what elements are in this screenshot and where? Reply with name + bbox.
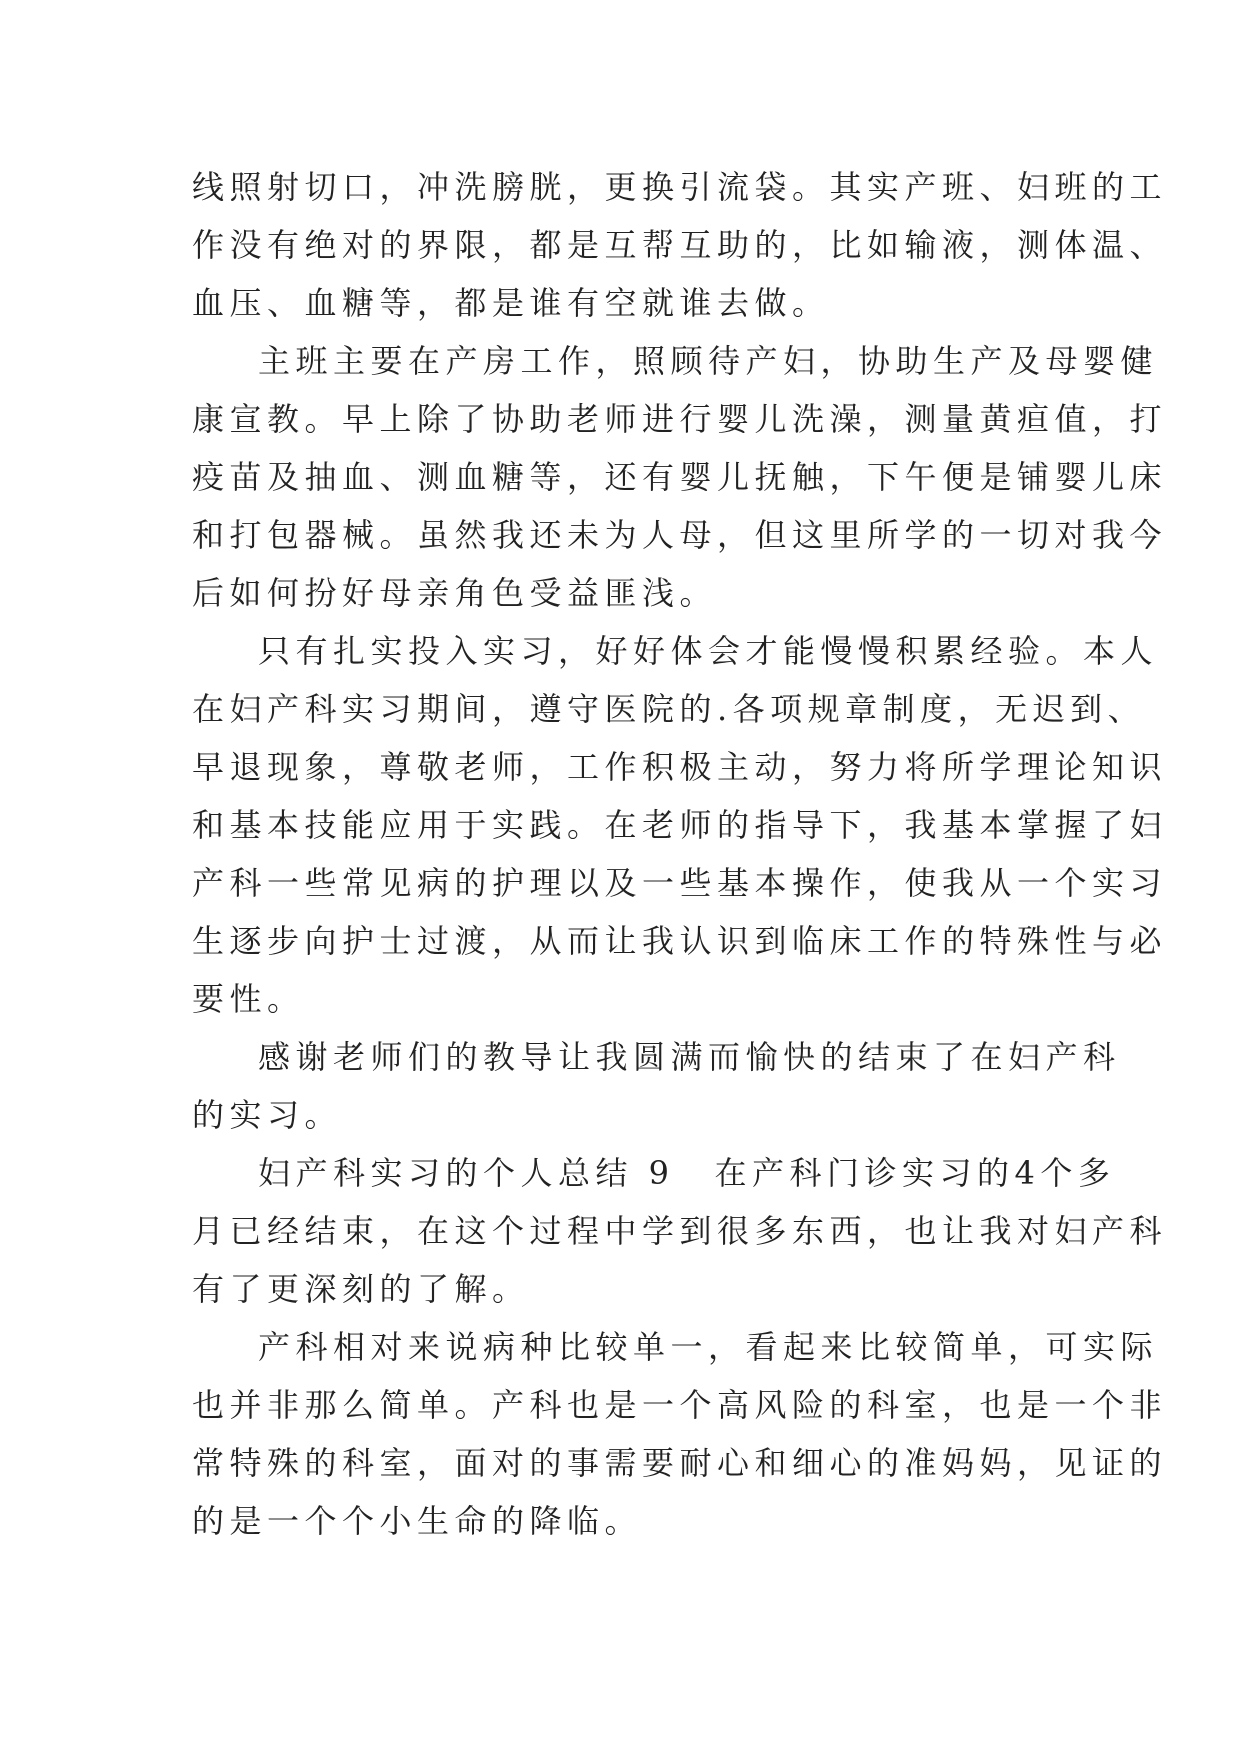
text-line: 月已经结束，在这个过程中学到很多东西，也让我对妇产科 <box>192 1212 1168 1250</box>
paragraph-1 <box>192 158 1168 332</box>
paragraph-3 <box>192 622 1168 1028</box>
text-line: 有了更深刻的了解。 <box>192 1270 530 1308</box>
text-line: 和基本技能应用于实践。在老师的指导下，我基本掌握了妇 <box>192 806 1168 844</box>
text-line: 血压、血糖等，都是谁有空就谁去做。 <box>192 284 830 322</box>
text-line: 线照射切口，冲洗膀胱，更换引流袋。其实产班、妇班的工 <box>192 168 1168 206</box>
text-line: 的实习。 <box>192 1096 343 1134</box>
text-line: 主班主要在产房工作，照顾待产妇，协助生产及母婴健 <box>258 342 1159 380</box>
text-line: 常特殊的科室，面对的事需要耐心和细心的准妈妈，见证的 <box>192 1444 1168 1482</box>
text-line: 疫苗及抽血、测血糖等，还有婴儿抚触，下午便是铺婴儿床 <box>192 458 1168 496</box>
text-line: 的是一个个小生命的降临。 <box>192 1502 643 1540</box>
text-line: 生逐步向护士过渡，从而让我认识到临床工作的特殊性与必 <box>192 922 1168 960</box>
text-line: 产科一些常见病的护理以及一些基本操作，使我从一个实习 <box>192 864 1168 902</box>
text-line: 产科相对来说病种比较单一，看起来比较简单，可实际 <box>258 1328 1159 1366</box>
text-line: 康宣教。早上除了协助老师进行婴儿洗澡，测量黄疸值，打 <box>192 400 1168 438</box>
document-body <box>192 158 1168 1550</box>
text-line: 早退现象，尊敬老师，工作积极主动，努力将所学理论知识 <box>192 748 1168 786</box>
heading-line-tail: 在产科门诊实习的4个多 <box>714 1154 1116 1192</box>
section-heading-line <box>192 1144 1116 1202</box>
paragraph-6 <box>192 1318 1168 1550</box>
text-line: 只有扎实投入实习，好好体会才能慢慢积累经验。本人 <box>258 632 1159 670</box>
section-heading: 妇产科实习的个人总结 9 <box>258 1154 675 1192</box>
text-line: 和打包器械。虽然我还未为人母，但这里所学的一切对我今 <box>192 516 1168 554</box>
text-line: 后如何扮好母亲角色受益匪浅。 <box>192 574 718 612</box>
text-line: 作没有绝对的界限，都是互帮互助的，比如输液，测体温、 <box>192 226 1168 264</box>
text-line: 在妇产科实习期间，遵守医院的.各项规章制度，无迟到、 <box>192 690 1146 728</box>
paragraph-4 <box>192 1028 1121 1144</box>
paragraph-2 <box>192 332 1168 622</box>
text-line: 感谢老师们的教导让我圆满而愉快的结束了在妇产科 <box>258 1038 1121 1076</box>
paragraph-5 <box>192 1144 1168 1318</box>
text-line: 也并非那么简单。产科也是一个高风险的科室，也是一个非 <box>192 1386 1168 1424</box>
text-line: 要性。 <box>192 980 305 1018</box>
